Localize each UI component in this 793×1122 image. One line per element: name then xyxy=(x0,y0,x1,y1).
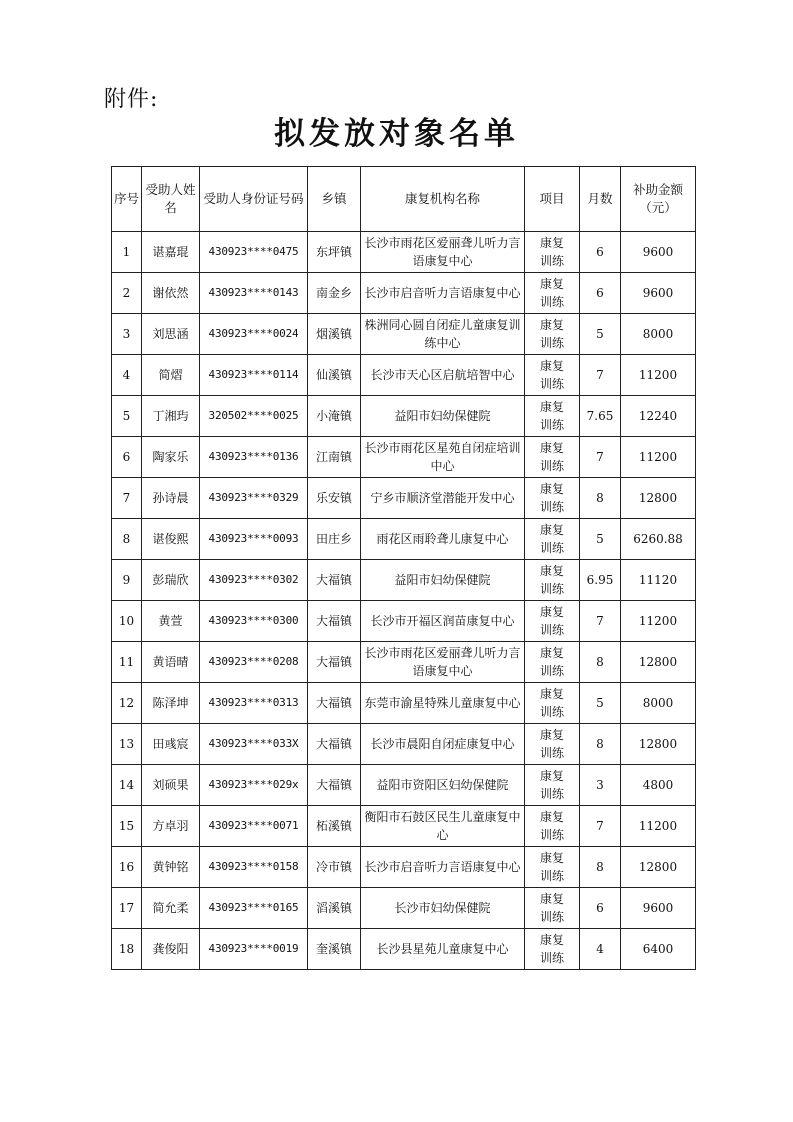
table-header-row xyxy=(112,167,696,232)
cell-institution: 长沙市雨花区星苑自闭症培训中心 xyxy=(361,437,525,478)
cell-amount: 11120 xyxy=(621,560,696,601)
cell-months: 6 xyxy=(580,232,621,273)
cell-months: 3 xyxy=(580,765,621,806)
cell-months: 7 xyxy=(580,437,621,478)
cell-id: 430923****0302 xyxy=(200,560,308,601)
cell-name: 简允柔 xyxy=(142,888,200,929)
cell-id: 430923****0300 xyxy=(200,601,308,642)
recipient-table xyxy=(111,166,696,970)
cell-town: 滔溪镇 xyxy=(308,888,361,929)
cell-months: 5 xyxy=(580,683,621,724)
header-amount: 补助金额（元） xyxy=(621,167,696,232)
cell-institution: 宁乡市顺济堂潜能开发中心 xyxy=(361,478,525,519)
cell-project: 康复训练 xyxy=(525,396,580,437)
table-row xyxy=(112,560,696,601)
cell-id: 430923****0313 xyxy=(200,683,308,724)
table-row xyxy=(112,232,696,273)
cell-id: 430923****0165 xyxy=(200,888,308,929)
cell-seq: 11 xyxy=(112,642,142,683)
cell-name: 简熠 xyxy=(142,355,200,396)
cell-project: 康复训练 xyxy=(525,437,580,478)
cell-name: 谌嘉琨 xyxy=(142,232,200,273)
cell-id: 430923****0024 xyxy=(200,314,308,355)
cell-seq: 6 xyxy=(112,437,142,478)
cell-institution: 长沙市雨花区爱丽聋儿听力言语康复中心 xyxy=(361,642,525,683)
cell-project: 康复训练 xyxy=(525,478,580,519)
table-row xyxy=(112,929,696,970)
cell-name: 黄钟铭 xyxy=(142,847,200,888)
cell-seq: 5 xyxy=(112,396,142,437)
cell-id: 430923****0475 xyxy=(200,232,308,273)
cell-id: 430923****0329 xyxy=(200,478,308,519)
cell-name: 刘思涵 xyxy=(142,314,200,355)
cell-town: 柘溪镇 xyxy=(308,806,361,847)
table-row xyxy=(112,314,696,355)
cell-project: 康复训练 xyxy=(525,314,580,355)
cell-project: 康复训练 xyxy=(525,232,580,273)
cell-town: 田庄乡 xyxy=(308,519,361,560)
cell-months: 5 xyxy=(580,519,621,560)
cell-project: 康复训练 xyxy=(525,601,580,642)
cell-seq: 7 xyxy=(112,478,142,519)
header-town: 乡镇 xyxy=(308,167,361,232)
cell-seq: 10 xyxy=(112,601,142,642)
cell-amount: 8000 xyxy=(621,683,696,724)
cell-months: 8 xyxy=(580,847,621,888)
cell-amount: 9600 xyxy=(621,232,696,273)
table-row xyxy=(112,888,696,929)
cell-months: 6 xyxy=(580,273,621,314)
cell-seq: 8 xyxy=(112,519,142,560)
cell-amount: 12800 xyxy=(621,642,696,683)
cell-institution: 长沙县星苑儿童康复中心 xyxy=(361,929,525,970)
cell-amount: 8000 xyxy=(621,314,696,355)
cell-amount: 11200 xyxy=(621,601,696,642)
cell-project: 康复训练 xyxy=(525,724,580,765)
cell-id: 430923****0019 xyxy=(200,929,308,970)
cell-seq: 14 xyxy=(112,765,142,806)
cell-id: 430923****0136 xyxy=(200,437,308,478)
cell-seq: 16 xyxy=(112,847,142,888)
cell-seq: 17 xyxy=(112,888,142,929)
cell-institution: 长沙市天心区启航培智中心 xyxy=(361,355,525,396)
cell-name: 田彧宸 xyxy=(142,724,200,765)
cell-name: 彭瑞欣 xyxy=(142,560,200,601)
cell-id: 430923****0071 xyxy=(200,806,308,847)
cell-town: 大福镇 xyxy=(308,765,361,806)
cell-seq: 15 xyxy=(112,806,142,847)
cell-institution: 益阳市妇幼保健院 xyxy=(361,560,525,601)
cell-amount: 12800 xyxy=(621,724,696,765)
cell-town: 大福镇 xyxy=(308,683,361,724)
cell-project: 康复训练 xyxy=(525,519,580,560)
table-row xyxy=(112,847,696,888)
cell-id: 430923****029x xyxy=(200,765,308,806)
cell-name: 谌俊熙 xyxy=(142,519,200,560)
cell-name: 谢依然 xyxy=(142,273,200,314)
attachment-label: 附件: xyxy=(104,87,159,112)
cell-id: 430923****033X xyxy=(200,724,308,765)
cell-months: 6.95 xyxy=(580,560,621,601)
cell-amount: 9600 xyxy=(621,888,696,929)
cell-project: 康复训练 xyxy=(525,929,580,970)
cell-amount: 11200 xyxy=(621,355,696,396)
cell-name: 黄萱 xyxy=(142,601,200,642)
cell-institution: 长沙市启音听力言语康复中心 xyxy=(361,847,525,888)
page-title: 拟发放对象名单 xyxy=(274,116,519,152)
cell-institution: 长沙市晨阳自闭症康复中心 xyxy=(361,724,525,765)
cell-months: 8 xyxy=(580,724,621,765)
table-row xyxy=(112,601,696,642)
cell-town: 乐安镇 xyxy=(308,478,361,519)
cell-id: 430923****0143 xyxy=(200,273,308,314)
header-project: 项目 xyxy=(525,167,580,232)
cell-institution: 益阳市资阳区妇幼保健院 xyxy=(361,765,525,806)
cell-institution: 益阳市妇幼保健院 xyxy=(361,396,525,437)
cell-project: 康复训练 xyxy=(525,765,580,806)
table-row xyxy=(112,519,696,560)
cell-project: 康复训练 xyxy=(525,642,580,683)
cell-months: 7 xyxy=(580,601,621,642)
table-row xyxy=(112,765,696,806)
cell-amount: 6260.88 xyxy=(621,519,696,560)
cell-town: 南金乡 xyxy=(308,273,361,314)
cell-town: 仙溪镇 xyxy=(308,355,361,396)
header-months: 月数 xyxy=(580,167,621,232)
cell-months: 6 xyxy=(580,888,621,929)
header-institution: 康复机构名称 xyxy=(361,167,525,232)
cell-amount: 11200 xyxy=(621,806,696,847)
table-row xyxy=(112,355,696,396)
table-row xyxy=(112,478,696,519)
table-body xyxy=(112,232,696,970)
cell-project: 康复训练 xyxy=(525,355,580,396)
cell-institution: 长沙市开福区润苗康复中心 xyxy=(361,601,525,642)
cell-amount: 12800 xyxy=(621,478,696,519)
cell-months: 7 xyxy=(580,355,621,396)
header-name: 受助人姓名 xyxy=(142,167,200,232)
cell-months: 7 xyxy=(580,806,621,847)
cell-town: 大福镇 xyxy=(308,560,361,601)
cell-institution: 雨花区雨聆聋儿康复中心 xyxy=(361,519,525,560)
cell-seq: 13 xyxy=(112,724,142,765)
table-row xyxy=(112,273,696,314)
cell-months: 5 xyxy=(580,314,621,355)
cell-institution: 东莞市渝星特殊儿童康复中心 xyxy=(361,683,525,724)
cell-institution: 长沙市妇幼保健院 xyxy=(361,888,525,929)
header-seq: 序号 xyxy=(112,167,142,232)
cell-town: 烟溪镇 xyxy=(308,314,361,355)
cell-id: 430923****0114 xyxy=(200,355,308,396)
cell-town: 东坪镇 xyxy=(308,232,361,273)
cell-months: 8 xyxy=(580,478,621,519)
cell-amount: 11200 xyxy=(621,437,696,478)
table-row xyxy=(112,437,696,478)
cell-amount: 12800 xyxy=(621,847,696,888)
table-row xyxy=(112,683,696,724)
header-id: 受助人身份证号码 xyxy=(200,167,308,232)
cell-name: 陈泽坤 xyxy=(142,683,200,724)
cell-amount: 12240 xyxy=(621,396,696,437)
cell-months: 8 xyxy=(580,642,621,683)
cell-institution: 株洲同心圆自闭症儿童康复训练中心 xyxy=(361,314,525,355)
cell-id: 320502****0025 xyxy=(200,396,308,437)
cell-id: 430923****0158 xyxy=(200,847,308,888)
cell-town: 小淹镇 xyxy=(308,396,361,437)
cell-town: 大福镇 xyxy=(308,642,361,683)
cell-name: 方卓羽 xyxy=(142,806,200,847)
cell-institution: 长沙市启音听力言语康复中心 xyxy=(361,273,525,314)
cell-institution: 长沙市雨花区爱丽聋儿听力言语康复中心 xyxy=(361,232,525,273)
table-row xyxy=(112,724,696,765)
cell-seq: 12 xyxy=(112,683,142,724)
cell-project: 康复训练 xyxy=(525,683,580,724)
cell-town: 大福镇 xyxy=(308,601,361,642)
cell-project: 康复训练 xyxy=(525,273,580,314)
cell-months: 7.65 xyxy=(580,396,621,437)
cell-town: 江南镇 xyxy=(308,437,361,478)
cell-town: 奎溪镇 xyxy=(308,929,361,970)
cell-seq: 3 xyxy=(112,314,142,355)
table-row xyxy=(112,806,696,847)
cell-name: 孙诗晨 xyxy=(142,478,200,519)
cell-seq: 9 xyxy=(112,560,142,601)
cell-amount: 6400 xyxy=(621,929,696,970)
cell-town: 冷市镇 xyxy=(308,847,361,888)
cell-amount: 4800 xyxy=(621,765,696,806)
cell-project: 康复训练 xyxy=(525,888,580,929)
cell-id: 430923****0093 xyxy=(200,519,308,560)
cell-name: 陶家乐 xyxy=(142,437,200,478)
table-row xyxy=(112,396,696,437)
cell-amount: 9600 xyxy=(621,273,696,314)
cell-name: 刘硕果 xyxy=(142,765,200,806)
cell-name: 黄语晴 xyxy=(142,642,200,683)
cell-name: 龚俊阳 xyxy=(142,929,200,970)
cell-institution: 衡阳市石鼓区民生儿童康复中心 xyxy=(361,806,525,847)
cell-months: 4 xyxy=(580,929,621,970)
table-row xyxy=(112,642,696,683)
cell-project: 康复训练 xyxy=(525,847,580,888)
cell-town: 大福镇 xyxy=(308,724,361,765)
cell-seq: 2 xyxy=(112,273,142,314)
cell-seq: 1 xyxy=(112,232,142,273)
cell-project: 康复训练 xyxy=(525,560,580,601)
cell-id: 430923****0208 xyxy=(200,642,308,683)
cell-seq: 4 xyxy=(112,355,142,396)
cell-project: 康复训练 xyxy=(525,806,580,847)
cell-seq: 18 xyxy=(112,929,142,970)
cell-name: 丁湘玙 xyxy=(142,396,200,437)
